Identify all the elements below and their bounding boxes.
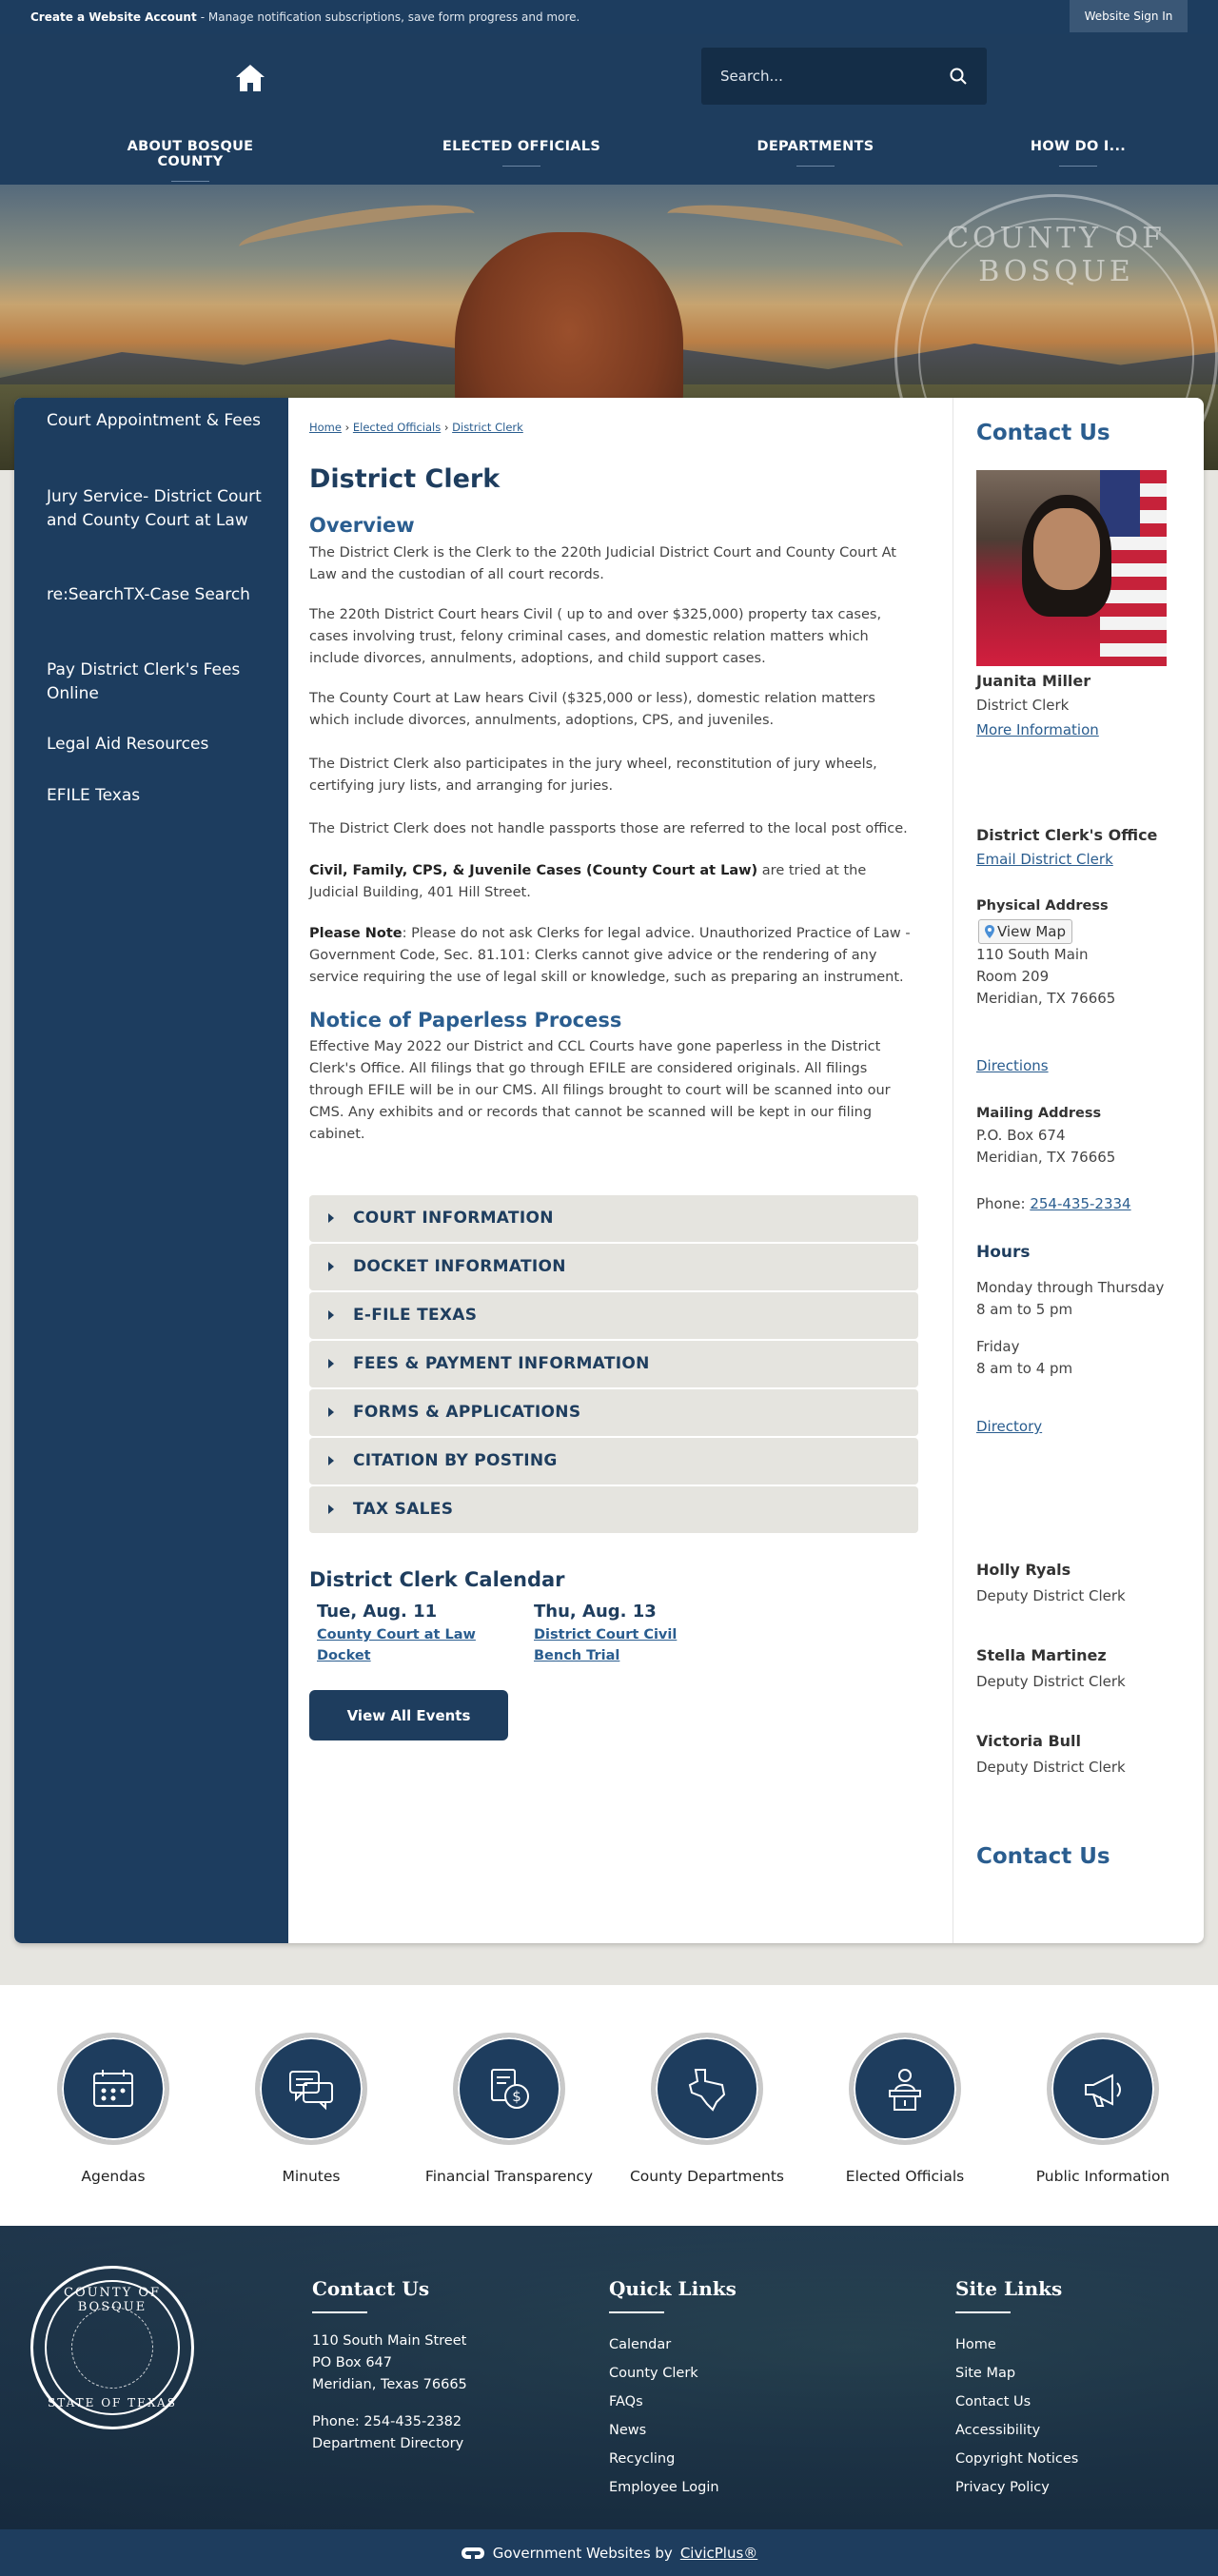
overview-paragraph-6: Civil, Family, CPS, & Juvenile Cases (County Court at Law) are tried at the Judicial Building, 401 Hill Street.: [309, 863, 867, 900]
create-account-link[interactable]: Create a Website Account: [30, 10, 197, 24]
nav-departments[interactable]: DEPARTMENTS: [720, 139, 911, 167]
breadcrumb-elected-officials[interactable]: Elected Officials: [352, 421, 442, 434]
longhorn-horn-right: [664, 195, 905, 265]
mailing-address-label: Mailing Address: [976, 1106, 1102, 1121]
footer-link-contact-us[interactable]: Contact Us: [955, 2394, 1031, 2409]
footer-link-home[interactable]: Home: [955, 2337, 996, 2352]
chat-bubbles-icon: [285, 2062, 338, 2115]
calendar-event: [534, 1602, 724, 1666]
clerk-role: District Clerk: [976, 697, 1070, 714]
accordion-court-information[interactable]: COURT INFORMATION: [309, 1195, 918, 1242]
event-link[interactable]: County Court at Law Docket: [317, 1627, 476, 1663]
account-strip: [0, 0, 1218, 34]
event-date: Tue, Aug. 11: [317, 1602, 438, 1622]
contact-title: Contact Us: [976, 421, 1110, 445]
accordion-efile-texas[interactable]: E-FILE TEXAS: [309, 1292, 918, 1339]
footer-link-site-map[interactable]: Site Map: [955, 2366, 1016, 2381]
sidebar-item-research-tx[interactable]: re:SearchTX-Case Search: [47, 585, 250, 604]
search-input[interactable]: [720, 65, 930, 88]
physical-address-line-3: Meridian, TX 76665: [976, 990, 1116, 1007]
accordion-fees-payment[interactable]: FEES & PAYMENT INFORMATION: [309, 1341, 918, 1387]
footer-contact-title: Contact Us: [312, 2277, 430, 2300]
main-content: [288, 398, 953, 1943]
phone-link[interactable]: 254-435-2334: [1030, 1195, 1131, 1212]
megaphone-icon: [1076, 2062, 1130, 2115]
footer-link-news[interactable]: News: [609, 2423, 647, 2438]
please-note-paragraph: Please Note: Please do not ask Clerks for legal advice. Unauthorized Practice of Law - Government Code, Sec. 81.101: Clerks cannot give advice or the rendering of any service requiring the use of legal skill or knowledge, such as preparing an instrument.: [309, 926, 911, 985]
quick-link-agendas[interactable]: Agendas: [18, 2033, 208, 2185]
civicplus-prefix: Government Websites by: [492, 2544, 673, 2562]
caret-right-icon: [328, 1310, 334, 1320]
footer-site-links-column: [955, 2277, 1078, 2502]
directory-link[interactable]: Directory: [976, 1418, 1043, 1435]
deputy-name: Stella Martinez: [976, 1646, 1107, 1664]
sidebar-item-pay-fees[interactable]: Pay District Clerk's Fees Online: [47, 660, 241, 703]
mailing-address-line-2: Meridian, TX 76665: [976, 1149, 1116, 1166]
hours-weekday-time: 8 am to 5 pm: [976, 1301, 1073, 1318]
calendar-event: [317, 1602, 507, 1666]
mailing-address-line-1: P.O. Box 674: [976, 1127, 1066, 1144]
longhorn-horn-left: [236, 195, 477, 265]
money-doc-icon: [482, 2062, 536, 2115]
overview-paragraph-4: The District Clerk also participates in the jury wheel, reconstitution of jury wheels, certifying jury lists, and arranging for juries.: [309, 757, 877, 794]
physical-address-label: Physical Address: [976, 898, 1109, 914]
quick-link-public-information[interactable]: Public Information: [1008, 2033, 1198, 2185]
sidebar: [14, 398, 288, 1943]
physical-address-line-2: Room 209: [976, 968, 1050, 985]
deputy-name: Victoria Bull: [976, 1732, 1082, 1750]
view-map-button[interactable]: View Map: [978, 919, 1072, 944]
footer-quick-links-column: [609, 2277, 737, 2502]
footer-link-calendar[interactable]: Calendar: [609, 2337, 672, 2352]
caret-right-icon: [328, 1407, 334, 1417]
overview-heading: Overview: [309, 514, 415, 537]
footer-link-accessibility[interactable]: Accessibility: [955, 2423, 1041, 2438]
breadcrumb-home[interactable]: Home: [309, 421, 342, 434]
event-link[interactable]: District Court Civil Bench Trial: [534, 1627, 678, 1663]
more-information-link[interactable]: More Information: [976, 721, 1099, 738]
content-card: [14, 398, 1204, 1943]
deputy-role: Deputy District Clerk: [976, 1673, 1126, 1690]
contact-title-bottom: Contact Us: [976, 1844, 1110, 1869]
podium-icon: [878, 2062, 932, 2115]
clerk-photo: [976, 470, 1167, 666]
hours-friday-time: 8 am to 4 pm: [976, 1360, 1073, 1377]
civicplus-logo-icon: [461, 2547, 485, 2560]
map-pin-icon: [985, 925, 994, 938]
sidebar-item-jury-service[interactable]: Jury Service- District Court and County Court at Law: [47, 487, 262, 530]
email-district-clerk-link[interactable]: Email District Clerk: [976, 851, 1113, 868]
caret-right-icon: [328, 1213, 334, 1223]
civicplus-bar: [0, 2529, 1218, 2576]
nav-elected-officials[interactable]: ELECTED OFFICIALS: [426, 139, 617, 167]
site-footer: [0, 2226, 1218, 2529]
website-sign-in-button[interactable]: Website Sign In: [1070, 0, 1188, 32]
calendar-icon: [87, 2062, 140, 2115]
footer-link-faqs[interactable]: FAQs: [609, 2394, 643, 2409]
svg-text:$: $: [512, 2088, 521, 2105]
quick-link-elected-officials[interactable]: Elected Officials: [810, 2033, 1000, 2185]
calendar-title: District Clerk Calendar: [309, 1568, 565, 1591]
seal-watermark-text: COUNTY OF BOSQUE: [947, 222, 1166, 288]
page-title: District Clerk: [309, 464, 501, 494]
contact-sidebar: [953, 398, 1204, 1943]
office-title: District Clerk's Office: [976, 826, 1158, 844]
accordion-citation-by-posting[interactable]: CITATION BY POSTING: [309, 1438, 918, 1485]
footer-link-county-clerk[interactable]: County Clerk: [609, 2366, 698, 2381]
deputy-role: Deputy District Clerk: [976, 1759, 1126, 1776]
quick-link-minutes[interactable]: Minutes: [216, 2033, 406, 2185]
nav-how-do-i[interactable]: HOW DO I...: [983, 139, 1173, 167]
view-all-events-button[interactable]: View All Events: [309, 1690, 508, 1740]
search-icon[interactable]: [949, 67, 968, 86]
overview-paragraph-5: The District Clerk does not handle passports those are referred to the local post office.: [309, 821, 908, 836]
texas-map-icon: [680, 2062, 734, 2115]
hours-weekday: Monday through Thursday: [976, 1279, 1165, 1296]
caret-right-icon: [328, 1359, 334, 1368]
deputy-role: Deputy District Clerk: [976, 1587, 1126, 1604]
quick-icons-band: [0, 1985, 1218, 2226]
footer-site-links-title: Site Links: [955, 2277, 1063, 2300]
caret-right-icon: [328, 1456, 334, 1465]
footer-quick-links-title: Quick Links: [609, 2277, 737, 2300]
hours-friday: Friday: [976, 1338, 1020, 1355]
phone-line: Phone: 254-435-2334: [976, 1195, 1131, 1212]
breadcrumb-district-clerk[interactable]: District Clerk: [452, 421, 523, 434]
footer-link-employee-login[interactable]: Employee Login: [609, 2480, 719, 2495]
overview-paragraph-3: The County Court at Law hears Civil ($325,000 or less), domestic relation matters which include divorces, annulments, adoptions, CPS, and juveniles.: [309, 691, 875, 728]
clerk-name: Juanita Miller: [976, 672, 1091, 690]
caret-right-icon: [328, 1504, 334, 1514]
footer-contact-column: Contact Us 110 South Main Street PO Box 647 Meridian, Texas 76665 Phone: 254-435-2382 Department Directory: [312, 2277, 467, 2455]
account-description: - Manage notification subscriptions, save form progress and more.: [200, 10, 580, 24]
quick-link-county-departments[interactable]: County Departments: [612, 2033, 802, 2185]
paperless-paragraph: Effective May 2022 our District and CCL Courts have gone paperless in the District Clerk's Office. All filings that go through EFILE are considered originals. All filings through EFILE will be in our CMS. All filings brought to court will be scanned into our CMS. Any exhibits and or records that cannot be scanned will be kept in our filing cabinet.: [309, 1039, 891, 1142]
accordion-tax-sales[interactable]: TAX SALES: [309, 1486, 918, 1533]
nav-about-bosque-county[interactable]: ABOUT BOSQUE COUNTY: [95, 139, 285, 182]
caret-right-icon: [328, 1262, 334, 1271]
quick-link-financial-transparency[interactable]: $ Financial Transparency: [414, 2033, 604, 2185]
main-nav: [0, 139, 1218, 173]
sidebar-item-court-appointment[interactable]: Court Appointment & Fees: [47, 411, 262, 430]
sidebar-item-legal-aid[interactable]: Legal Aid Resources: [47, 735, 209, 754]
overview-paragraph-2: The 220th District Court hears Civil ( up to and over $325,000) property tax cases, cases involving trust, felony criminal cases, and domestic relation matters which include divorces, annulments, adoptions, and child support cases.: [309, 607, 882, 666]
accordion-docket-information[interactable]: DOCKET INFORMATION: [309, 1244, 918, 1290]
footer-link-copyright[interactable]: Copyright Notices: [955, 2451, 1079, 2467]
county-seal-logo[interactable]: COUNTY OF BOSQUE STATE OF TEXAS: [30, 2266, 194, 2429]
accordion-forms-applications[interactable]: FORMS & APPLICATIONS: [309, 1389, 918, 1436]
hours-title: Hours: [976, 1243, 1031, 1262]
overview-paragraph-1: The District Clerk is the Clerk to the 220th Judicial District Court and County Court At Law and the custodian of all court records.: [309, 545, 896, 582]
civicplus-link[interactable]: CivicPlus®: [679, 2544, 758, 2562]
breadcrumb: Home › Elected Officials › District Clerk: [309, 421, 523, 434]
site-header: [0, 34, 1218, 185]
department-directory-link[interactable]: Department Directory: [312, 2436, 464, 2451]
paperless-heading: Notice of Paperless Process: [309, 1009, 622, 1032]
directions-link[interactable]: Directions: [976, 1057, 1049, 1074]
footer-link-privacy[interactable]: Privacy Policy: [955, 2480, 1050, 2495]
search-box: [701, 48, 987, 105]
footer-link-recycling[interactable]: Recycling: [609, 2451, 676, 2467]
deputy-name: Holly Ryals: [976, 1561, 1071, 1579]
footer-phone: Phone: 254-435-2382: [312, 2414, 462, 2429]
sidebar-item-efile-texas[interactable]: EFILE Texas: [47, 786, 141, 805]
home-icon[interactable]: [234, 63, 266, 93]
physical-address-line-1: 110 South Main: [976, 946, 1089, 963]
event-date: Thu, Aug. 13: [534, 1602, 657, 1622]
